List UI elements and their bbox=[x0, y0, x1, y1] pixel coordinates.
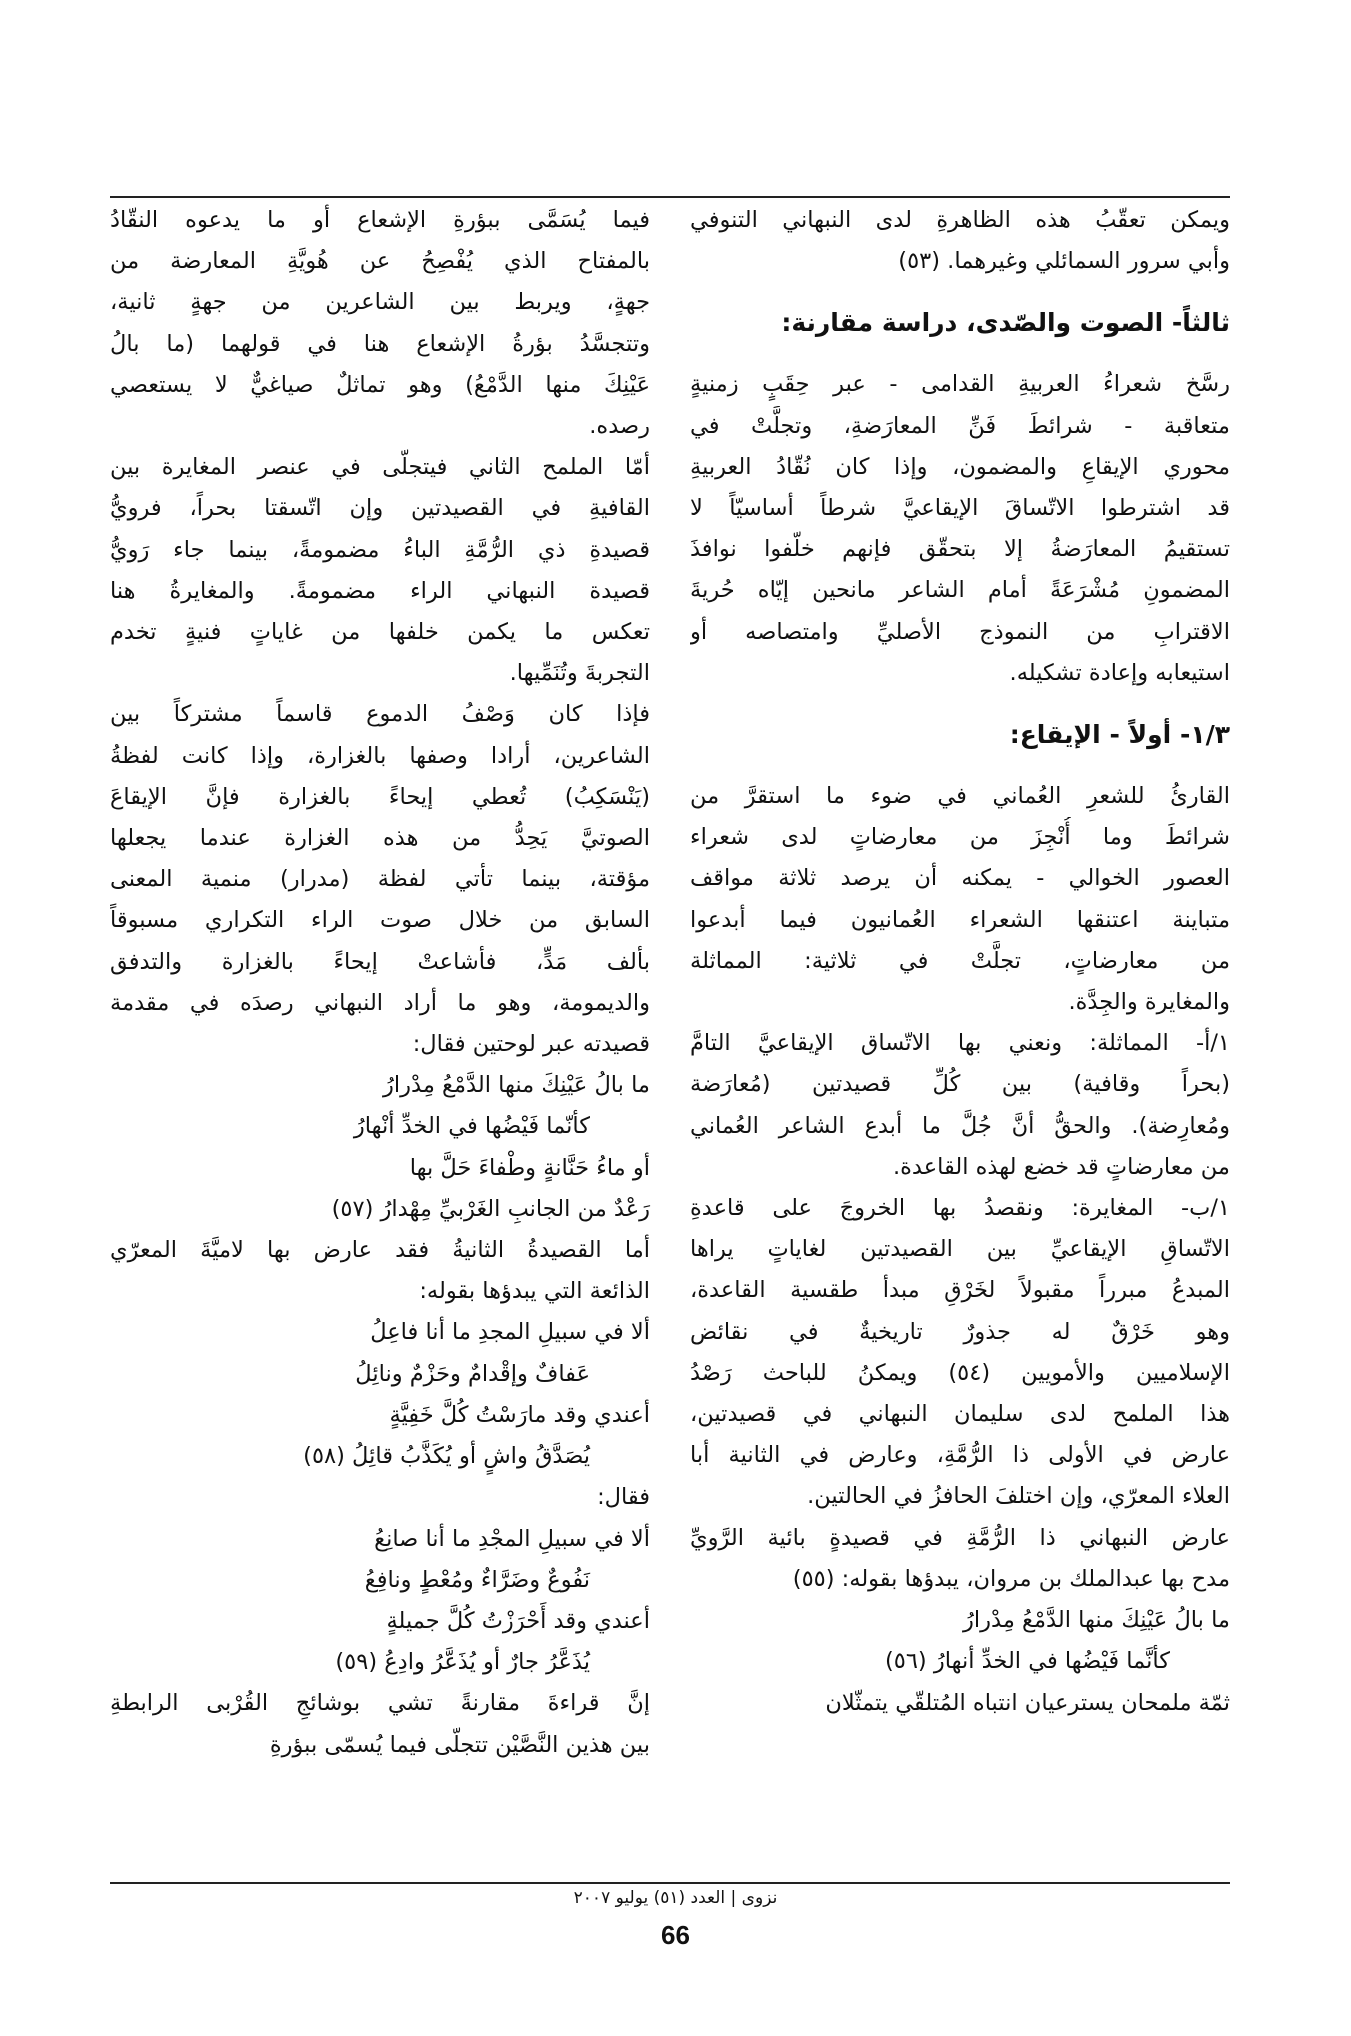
text-line: الشاعرين، أرادا وصفها بالغزارة، وإذا كانت لفظةُ bbox=[110, 742, 650, 769]
text-line: متباينة اعتنقها الشعراء العُمانيون فيما أبدعوا bbox=[690, 906, 1230, 933]
text-line: المبدعُ مبرراً مقبولاً لخَرْقِ مبدأ طقسية القاعدة، bbox=[690, 1277, 1230, 1304]
text-line: عارض في الأولى ذا الرُّمَّةِ، وعارض في الثانية أبا bbox=[690, 1442, 1230, 1469]
text-line: إنَّ قراءةَ مقارنةً تشي بوشائجِ القُرْبى الرابطةِ bbox=[110, 1690, 650, 1717]
text-line: هذا الملمح لدى سليمان النبهاني في قصيدتين، bbox=[690, 1401, 1230, 1428]
text-line: بالمفتاح الذي يُفْصِحُ عن هُويَّةِ المعارضة من bbox=[110, 248, 650, 275]
verse-line: ألا في سبيلِ المجدِ ما أنا فاعِلُ bbox=[370, 1319, 650, 1346]
verse-line: كأنّما فَيْضُها في الخدِّ أنْهارُ bbox=[353, 1113, 590, 1140]
paragraph-difference bbox=[690, 1188, 1230, 1518]
text-line: تعكس ما يكمن خلفها من غاياتٍ فنيةٍ تخدم bbox=[110, 619, 650, 646]
text-line: الصوتيَّ يَحِدُّ من هذه الغزارة عندما يجعلها bbox=[110, 825, 650, 852]
text-line: الإسلاميين والأمويين (٥٤) ويمكنُ للباحث رَصْدُ bbox=[690, 1359, 1230, 1386]
text-line: ١/أ- المماثلة: ونعني بها الاتّساق الإيقاعيَّ التامَّ bbox=[690, 1030, 1230, 1057]
text-line: رصده. bbox=[589, 413, 650, 440]
text-line: الذائعة التي يبدؤها بقوله: bbox=[419, 1278, 650, 1305]
text-line: ١/ب- المغايرة: ونقصدُ بها الخروجَ على قاعدةِ bbox=[690, 1195, 1230, 1222]
text-line: رسَّخ شعراءُ العربيةِ القدامى - عبر حِقَبٍ زمنيةٍ bbox=[690, 371, 1230, 398]
top-rule bbox=[110, 196, 1230, 198]
paragraph-opposition-conditions bbox=[690, 364, 1230, 694]
text-line: متعاقبة - شرائطَ فَنِّ المعارَضةِ، وتجلَّتْ في bbox=[690, 412, 1230, 439]
text-line: محوري الإيقاعِ والمضمون، وإذا كان نُقّادُ العربيةِ bbox=[690, 453, 1230, 480]
text-line: بألف مَدٍّ، فأشاعتْ إيحاءً بالغزارة والتدفق bbox=[110, 948, 650, 975]
text-line: وأبي سرور السمائلي وغيرهما. (٥٣) bbox=[898, 248, 1230, 275]
text-line: قصيدته عبر لوحتين فقال: bbox=[412, 1031, 650, 1058]
text-line: من معارضاتٍ، تجلَّتْ في ثلاثية: المماثلة bbox=[690, 947, 1230, 974]
right-column bbox=[690, 200, 1230, 1724]
verse-line: كأنَّما فَيْضُها في الخدِّ أنهارُ (٥٦) bbox=[884, 1648, 1170, 1675]
text-line: (يَنْسَكِبُ) تُعطي إيحاءً بالغزارة فإنَّ الإيقاعَ bbox=[110, 783, 650, 810]
page-number: 66 bbox=[661, 1920, 690, 1950]
paragraph-second-poem bbox=[110, 1230, 650, 1312]
paragraph-he-said: فقال: bbox=[597, 1484, 650, 1511]
section-heading-sound-echo: ثالثاً- الصوت والصّدى، دراسة مقارنة: bbox=[781, 308, 1230, 338]
verse-line: أعندي وقد مارَسْتُ كُلَّ خَفِيَّةٍ bbox=[389, 1401, 650, 1428]
text-line: مؤقتة، بينما تأتي لفظة (مدرار) منمية المعنى bbox=[110, 866, 650, 893]
text-line: شرائطَ وما أُنْجِزَ من معارضاتٍ لدى شعراء bbox=[690, 824, 1230, 851]
verse-line: أعندي وقد أَحْرَزْتُ كُلَّ جميلةٍ bbox=[386, 1607, 650, 1634]
text-line: والمغايرة والجِدَّة. bbox=[1068, 989, 1230, 1016]
paragraph-dhu-rumma bbox=[690, 1518, 1230, 1600]
paragraph-omani-reader bbox=[690, 776, 1230, 1023]
text-line: العلاء المعرّي، وإن اختلفَ الحافزُ في الحالتين. bbox=[807, 1483, 1230, 1510]
text-line: قصيدة النبهاني الراء مضمومةً. والمغايرةُ هنا bbox=[110, 577, 650, 604]
text-line: جهةٍ، ويربط بين الشاعرين من جهةٍ ثانية، bbox=[110, 289, 650, 316]
text-line: المضمونِ مُشْرَعَةً أمام الشاعر مانحين إيّاه حُريةَ bbox=[690, 577, 1230, 604]
paragraph-second-feature bbox=[110, 447, 650, 694]
verse-line: نَفُوعٌ وضَرَّاءٌ ومُعْطٍ ونافِعُ bbox=[364, 1566, 590, 1593]
verse-line: يُذَعَّرُ جارٌ أو يُذَعَّرُ وادِعُ (٥٩) bbox=[335, 1649, 590, 1676]
text-line: أما القصيدةُ الثانيةُ فقد عارض بها لاميَّةَ المعرّي bbox=[110, 1237, 650, 1264]
text-line: عَيْنِكَ منها الدَّمْعُ) وهو تماثلٌ صياغيٌّ لا يستعصي bbox=[110, 371, 650, 398]
text-line: عارض النبهاني ذا الرُّمَّةِ في قصيدةٍ بائية الرَّويِّ bbox=[690, 1524, 1230, 1551]
text-line: ثمّة ملمحان يسترعيان انتباه المُتلقّي يتمثّلان bbox=[825, 1689, 1230, 1716]
text-line: تستقيمُ المعارَضةُ إلا بتحقّق فإنهم خلّفوا نوافذَ bbox=[690, 536, 1230, 563]
paragraph-radiation-focus bbox=[110, 200, 650, 447]
text-line: بين هذين النَّصَّيْن تتجلّى فيما يُسمّى ببؤرةِ bbox=[269, 1731, 650, 1758]
text-line: استيعابه وإعادة تشكيله. bbox=[1009, 659, 1230, 686]
text-line: القارئُ للشعرِ العُماني في ضوء ما استقرَّ من bbox=[690, 783, 1230, 810]
text-line: مدح بها عبدالملك بن مروان، يبدؤها بقوله: (٥٥) bbox=[792, 1565, 1230, 1592]
journal-footer: نزوى | العدد (٥١) يوليو ٢٠٠٧ bbox=[573, 1888, 778, 1908]
text-line: وتتجسَّدُ بؤرةُ الإشعاع هنا في قولهما (ما بالُ bbox=[110, 330, 650, 357]
text-line: والديمومة، وهو ما أراد النبهاني رصدَه في مقدمة bbox=[110, 989, 650, 1016]
bottom-rule bbox=[110, 1882, 1230, 1884]
text-line: التجربةَ وتُنَمِّيها. bbox=[509, 660, 650, 687]
text-line: الاقترابِ من النموذج الأصليِّ وامتصاصه أو bbox=[690, 618, 1230, 645]
verse-line: ألا في سبيلِ المجْدِ ما أنا صانِعُ bbox=[374, 1525, 650, 1552]
text-line: قد اشترطوا الاتّساقَ الإيقاعيَّ شرطاً أساسيّاً لا bbox=[690, 495, 1230, 522]
text-line: فيما يُسَمَّى ببؤرةِ الإشعاع أو ما يدعوه النقّادُ bbox=[110, 207, 650, 233]
verse-line: عَفافٌ وإقْدامٌ وحَزْمٌ ونائِلُ bbox=[355, 1360, 590, 1387]
verse-line: ما بالُ عَيْنِكَ منها الدَّمْعُ مِدْرارُ bbox=[383, 1072, 650, 1099]
text-line: أمّا الملمح الثاني فيتجلّى في عنصر المغايرة بين bbox=[110, 454, 650, 481]
text-line: القافيةِ في القصيدتين وإن اتّسقتا بحراً، فرويُّ bbox=[110, 495, 650, 522]
section-heading-rhythm: ١/٣- أولاً - الإيقاع: bbox=[1009, 720, 1230, 750]
verse-line: يُصَدَّقُ واشٍ أو يُكَذَّبُ قائِلُ (٥٨) bbox=[303, 1443, 590, 1470]
verse-line: أو ماءُ حَنَّانةٍ وطْفاءَ حَلَّ بها bbox=[409, 1154, 650, 1181]
text-line: العصور الخوالي - يمكنه أن يرصد ثلاثة مواقف bbox=[690, 865, 1230, 892]
text-line: وهو خَرْقٌ له جذورٌ تاريخيةٌ في نقائض bbox=[690, 1318, 1230, 1345]
paragraph-two-features bbox=[690, 1683, 1230, 1724]
text-line: ومُعارِضة). والحقُّ أنَّ جُلَّ ما أبدع الشاعر العُماني bbox=[690, 1112, 1230, 1139]
text-line: السابق من خلال صوت الراء التكراري مسبوقاً bbox=[110, 907, 650, 934]
text-line: قصيدةِ ذي الرُّمَّةِ الباءُ مضمومةً، بينما جاء رَويُّ bbox=[110, 536, 650, 563]
text-line: من معارضاتٍ قد خضع لهذه القاعدة. bbox=[892, 1153, 1230, 1180]
paragraph-similarity bbox=[690, 1023, 1230, 1188]
verse-line: رَعْدٌ من الجانبِ الغَرْبيِّ مِهْدارُ (٥٧) bbox=[331, 1195, 650, 1222]
text-line: ويمكن تعقّبُ هذه الظاهرةِ لدى النبهاني التنوفي bbox=[690, 207, 1230, 233]
text-line: فإذا كان وَصْفُ الدموع قاسماً مشتركاً بين bbox=[110, 701, 650, 728]
left-column bbox=[110, 200, 650, 1766]
verse-line: ما بالُ عَيْنِكَ منها الدَّمْعُ مِدْرارُ bbox=[963, 1607, 1230, 1634]
text-line: الاتّساقِ الإيقاعيِّ بين القصيدتين لغاياتٍ يراها bbox=[690, 1236, 1230, 1263]
paragraph-intro bbox=[690, 200, 1230, 282]
paragraph-tears-description bbox=[110, 694, 650, 1065]
text-line: (بحراً وقافية) بين كُلِّ قصيدتين (مُعارَضة bbox=[690, 1071, 1230, 1098]
paragraph-comparative-reading bbox=[110, 1683, 650, 1765]
